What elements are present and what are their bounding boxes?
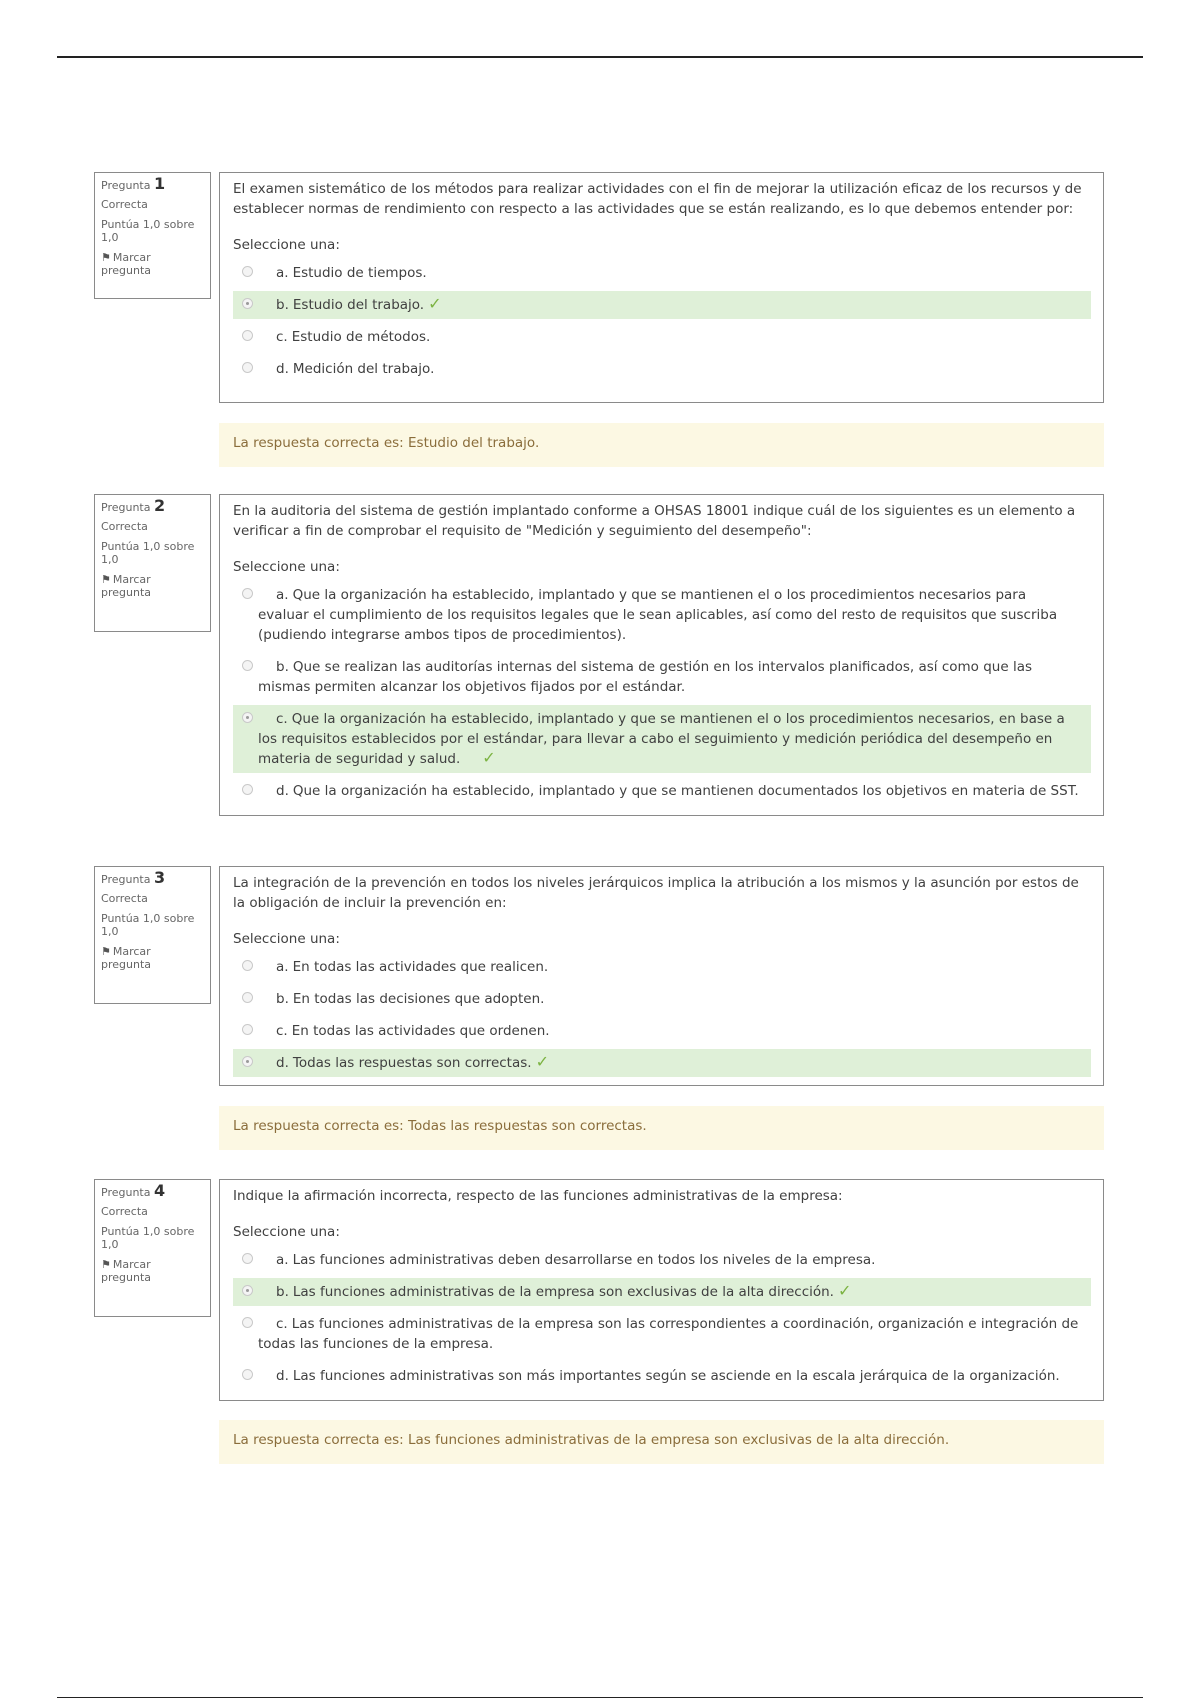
- radio-button[interactable]: [242, 1285, 253, 1296]
- answer-option-selected[interactable]: c. Que la organización ha establecido, implantado y que se mantienen el o los procedimientos necesarios, en base a los requisitos establecidos por el estándar, para llevar a cabo el seguimiento y medición periódica del desempeño en materia de seguridad y salud. ✓: [233, 705, 1091, 773]
- select-prompt: Seleccione una:: [233, 931, 340, 947]
- answer-option[interactable]: b. Que se realizan las auditorías internas del sistema de gestión en los intervalos planificados, así como que las mismas permiten alcanzar los objetivos fijados por el estándar.: [233, 653, 1091, 701]
- question-number: Pregunta 1: [101, 174, 166, 193]
- question-text: En la auditoria del sistema de gestión implantado conforme a OHSAS 18001 indique cuál de los siguientes es un elemento a verificar a fin de comprobar el requisito de "Medición y seguimiento del desempeño":: [233, 503, 1076, 539]
- answer-option[interactable]: d. Las funciones administrativas son más importantes según se asciende en la escala jerárquica de la organización.: [233, 1362, 1091, 1390]
- select-prompt: Seleccione una:: [233, 1224, 340, 1240]
- question-grade: Puntúa 1,0 sobre 1,0: [101, 1225, 195, 1251]
- radio-button[interactable]: [242, 330, 253, 341]
- radio-button[interactable]: [242, 960, 253, 971]
- flag-question-link[interactable]: ⚑ Marcar pregunta: [101, 1258, 152, 1284]
- question-number: Pregunta 4: [101, 1181, 166, 1200]
- question-info: [94, 172, 211, 299]
- question-text: La integración de la prevención en todos los niveles jerárquicos implica la atribución a los mismos y la asunción por estos de la obligación de incluir la prevención en:: [233, 875, 1079, 911]
- question-text: Indique la afirmación incorrecta, respecto de las funciones administrativas de la empresa:: [233, 1188, 843, 1204]
- question-content: [219, 172, 1104, 403]
- radio-button[interactable]: [242, 1253, 253, 1264]
- flag-icon: ⚑: [101, 1258, 111, 1271]
- radio-button[interactable]: [242, 362, 253, 373]
- answer-option[interactable]: a. Estudio de tiempos.: [233, 259, 1091, 287]
- radio-button[interactable]: [242, 1317, 253, 1328]
- radio-button[interactable]: [242, 266, 253, 277]
- answer-option-selected[interactable]: d. Todas las respuestas son correctas. ✓: [233, 1049, 1091, 1077]
- radio-button[interactable]: [242, 1369, 253, 1380]
- bottom-rule: [57, 1697, 1143, 1698]
- answer-option[interactable]: a. En todas las actividades que realicen.: [233, 953, 1091, 981]
- radio-button[interactable]: [242, 784, 253, 795]
- flag-icon: ⚑: [101, 573, 111, 586]
- radio-button[interactable]: [242, 712, 253, 723]
- question-grade: Puntúa 1,0 sobre 1,0: [101, 540, 195, 566]
- question-state: Correcta: [101, 198, 148, 211]
- radio-button[interactable]: [242, 1056, 253, 1067]
- question-grade: Puntúa 1,0 sobre 1,0: [101, 218, 195, 244]
- question-state: Correcta: [101, 1205, 148, 1218]
- question-grade: Puntúa 1,0 sobre 1,0: [101, 912, 195, 938]
- check-icon: ✓: [428, 294, 442, 313]
- answer-option-selected[interactable]: b. Las funciones administrativas de la empresa son exclusivas de la alta dirección. ✓: [233, 1278, 1091, 1306]
- question-content: [219, 1179, 1104, 1401]
- question-state: Correcta: [101, 892, 148, 905]
- flag-icon: ⚑: [101, 251, 111, 264]
- answer-option[interactable]: d. Que la organización ha establecido, implantado y que se mantienen documentados los objetivos en materia de SST.: [233, 777, 1091, 805]
- answer-option[interactable]: b. En todas las decisiones que adopten.: [233, 985, 1091, 1013]
- question-info: [94, 1179, 211, 1317]
- check-icon: ✓: [535, 1052, 549, 1071]
- radio-button[interactable]: [242, 660, 253, 671]
- question-state: Correcta: [101, 520, 148, 533]
- select-prompt: Seleccione una:: [233, 237, 340, 253]
- question-number: Pregunta 2: [101, 496, 166, 515]
- question-content: [219, 494, 1104, 816]
- question-number: Pregunta 3: [101, 868, 166, 887]
- answer-option[interactable]: c. Estudio de métodos.: [233, 323, 1091, 351]
- top-rule: [57, 56, 1143, 58]
- answer-option-selected[interactable]: b. Estudio del trabajo. ✓: [233, 291, 1091, 319]
- flag-question-link[interactable]: ⚑ Marcar pregunta: [101, 251, 152, 277]
- select-prompt: Seleccione una:: [233, 559, 340, 575]
- radio-button[interactable]: [242, 588, 253, 599]
- question-content: [219, 866, 1104, 1086]
- check-icon: ✓: [482, 748, 496, 767]
- answer-option[interactable]: c. Las funciones administrativas de la empresa son las correspondientes a coordinación, organización e integración de todas las funciones de la empresa.: [233, 1310, 1091, 1358]
- answer-option[interactable]: d. Medición del trabajo.: [233, 355, 1091, 383]
- flag-question-link[interactable]: ⚑ Marcar pregunta: [101, 945, 152, 971]
- answer-option[interactable]: a. Que la organización ha establecido, implantado y que se mantienen el o los procedimientos necesarios para evaluar el cumplimiento de los requisitos legales que le sean aplicables, así como del resto de requisitos que suscriba (pudiendo integrarse ambos tipos de procedimientos).: [233, 581, 1091, 649]
- question-text: El examen sistemático de los métodos para realizar actividades con el fin de mejorar la utilización eficaz de los recursos y de establecer normas de rendimiento con respecto a las actividades que se están realizando, es lo que debemos entender por:: [233, 181, 1082, 217]
- answer-option[interactable]: a. Las funciones administrativas deben desarrollarse en todos los niveles de la empresa.: [233, 1246, 1091, 1274]
- feedback-correct-answer: La respuesta correcta es: Las funciones administrativas de la empresa son exclusivas de la alta dirección.: [219, 1420, 1104, 1464]
- answer-option[interactable]: c. En todas las actividades que ordenen.: [233, 1017, 1091, 1045]
- question-info: [94, 866, 211, 1004]
- radio-button[interactable]: [242, 992, 253, 1003]
- radio-button[interactable]: [242, 1024, 253, 1035]
- check-icon: ✓: [837, 1281, 852, 1300]
- feedback-correct-answer: La respuesta correcta es: Todas las respuestas son correctas.: [219, 1106, 1104, 1150]
- flag-icon: ⚑: [101, 945, 111, 958]
- flag-question-link[interactable]: ⚑ Marcar pregunta: [101, 573, 152, 599]
- radio-button[interactable]: [242, 298, 253, 309]
- feedback-correct-answer: La respuesta correcta es: Estudio del trabajo.: [219, 423, 1104, 467]
- question-info: [94, 494, 211, 632]
